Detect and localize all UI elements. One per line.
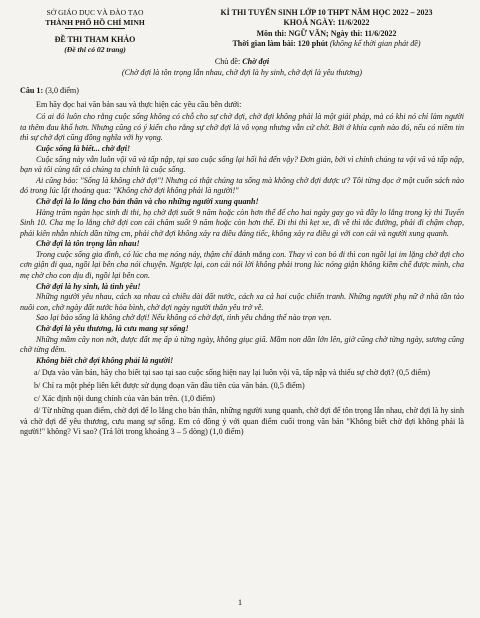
- header-right: [189, 8, 464, 55]
- time-note: (không kể thời gian phát đề): [329, 39, 421, 49]
- theme-subtitle: (Chờ đợi là tôn trọng lẫn nhau, chờ đợi là hy sinh, chờ đợi là yêu thương): [121, 68, 363, 78]
- sub-question-d: d/ Từ những quan điểm, chờ đợi để lo lắng cho bản thân, những người xung quanh, chờ đợi để tôn trọng lẫn nhau, chờ đợi là hy sinh và chờ đợi để yêu thương, cưu mang sự sống. Em có đồng ý với quan điểm cuối trong văn bản "Không biết chờ đợi không phải là người!" không? Vì sao? (Trả lời trong khoảng 3 – 5 dòng) (1,0 điểm): [20, 406, 464, 437]
- passage-subheading: Chờ đợi là hy sinh, là tình yêu!: [36, 281, 141, 291]
- passage-paragraph: Những mầm cây non nớt, được đất mẹ ấp ủ từng ngày, không giục giã. Mầm non dần lớn lên, giờ cũng chờ từng ngày, sương cũng chờ từng đêm.: [20, 334, 464, 355]
- passage-paragraph: Những người yêu nhau, cách xa nhau cả chiều dài đất nước, cách xa cả hai cuộc chiến tranh. Những người phụ nữ ở nhà tần tảo nuôi con, chờ ngày đất nước hòa bình, chờ đợi ngày người thân yêu trở về.: [20, 292, 464, 312]
- passage-subheading: Chờ đợi là tôn trọng lẫn nhau!: [36, 239, 140, 249]
- passage-subheading: Chờ đợi là lo lắng cho bản thân và cho những người xung quanh!: [36, 196, 259, 206]
- passage-subheading: Chờ đợi là yêu thương, là cưu mang sự sống!: [36, 324, 189, 334]
- passage-conclusion: Không biết chờ đợi không phải là người!: [36, 355, 174, 365]
- exam-header: [20, 8, 464, 55]
- passage-paragraph: Trong cuộc sống gia đình, có lúc cha mẹ nóng nảy, thậm chí đánh mắng con. Thay vì con bỏ đi thì con ngồi lại im lặng chờ đợi cho cơn giận đi qua, ngồi lại bên cha nói chuyện. Ngược lại, con cái nói lời không phải trong lúc nóng giận không kiềm chế được mình, cha mẹ chờ cho con dịu đi, ngồi lại bên con.: [20, 249, 464, 281]
- passage-paragraph: Ai cũng bảo: "Sống là không chờ đợi"! Nhưng có thật chúng ta sống mà không chờ đợi được ư? Tôi từng đọc ở một cuốn sách nào đó trong lúc lật thoáng qua: "Không chờ đợi không phải là người!": [20, 175, 464, 196]
- question-label: Câu 1:: [20, 85, 44, 95]
- passage-paragraph: Có ai đó luôn cho rằng cuộc sống không có chỗ cho sự chờ đợi, chờ đợi không phải là một giải pháp, mà có khi nó chỉ làm người ta thêm đau khổ hơn. Nhưng cũng có ý kiến cho rằng sự chờ đợi là vô vọng nhưng vẫn cứ chờ. Bởi ở khía cạnh nào đó, nếu có niềm tin thì sự chờ đợi cũng đồng nghĩa với hy vọng.: [20, 112, 464, 143]
- time-limit: Thời gian làm bài: 120 phút: [232, 39, 328, 49]
- subject-line: Môn thi: NGỮ VĂN; Ngày thi: 11/6/2022: [256, 28, 397, 38]
- page-number: 1: [237, 597, 243, 608]
- question-instruction: Em hãy đọc hai văn bản sau và thực hiện các yêu cầu bên dưới:: [36, 99, 242, 109]
- sub-question-c: c/ Xác định nội dung chính của văn bản trên. (1,0 điểm): [34, 393, 215, 403]
- passage-paragraph: Sao lại bảo sống là không chờ đợi! Nếu không có chờ đợi, tình yêu chẳng thể nào trọn vẹn.: [36, 313, 332, 323]
- page-count-note: (Đề thi có 02 trang): [64, 45, 126, 55]
- document-type: ĐỀ THI THAM KHẢO: [54, 35, 136, 45]
- city-name: THÀNH PHỐ HỒ CHÍ MINH: [45, 17, 145, 27]
- sub-question-a: a/ Dựa vào văn bản, hãy cho biết tại sao tại sao cuộc sống hiện nay lại luôn vội vã, tấp nập và thiếu sự chờ đợi? (0,5 điểm): [34, 368, 431, 378]
- question-points: (3,0 điểm): [43, 85, 79, 95]
- passage-subheading: Cuộc sống là biết... chờ đợi!: [36, 143, 131, 153]
- reading-passage: [20, 112, 464, 366]
- question-heading: [20, 86, 464, 97]
- exam-title: KÌ THI TUYỂN SINH LỚP 10 THPT NĂM HỌC 2022 – 2023: [220, 8, 433, 17]
- sub-question-b: b/ Chỉ ra một phép liên kết được sử dụng đoạn văn đầu tiên của văn bản. (0,5 điểm): [34, 381, 305, 390]
- theme-title: Chờ đợi: [242, 56, 270, 66]
- passage-paragraph: Cuộc sống này vẫn luôn vội vã và tấp nập, tại sao cuộc sống lại hối hả đến vậy? Đơn giản, bởi vì chính chúng ta vội vã và tấp nập, bạn và tôi cùng tất cả chúng ta chính là cuộc sống.: [20, 154, 464, 175]
- theme-prefix: Chủ đề:: [214, 56, 243, 66]
- header-underline: [65, 28, 125, 29]
- header-left: [20, 8, 170, 55]
- theme-line: [20, 57, 464, 68]
- question-list: [20, 368, 464, 438]
- department-name: SỞ GIÁO DỤC VÀ ĐÀO TẠO: [46, 8, 144, 17]
- passage-paragraph: Hàng trăm ngàn học sinh đi thi, họ chờ đợi suốt 9 năm hoặc còn hơn thế để cho hai ngày gay go và đầy lo lắng trong kỳ thi Tuyển Sinh 10. Cha mẹ lo lắng chờ đợi con cái chăm suốt 9 năm hoặc còn hơn thế. Đi thi thì kẹt xe, đi về thì tắc đường, phải đi chậm chạp, phải kiên nhẫn nhích dần từng cm, phải chờ đợi không xảy ra điều đáng tiếc, không xảy ra điều gì với con cái và người xung quanh.: [20, 207, 464, 238]
- exam-date: KHOÁ NGÀY: 11/6/2022: [283, 18, 370, 28]
- time-line: [189, 39, 464, 49]
